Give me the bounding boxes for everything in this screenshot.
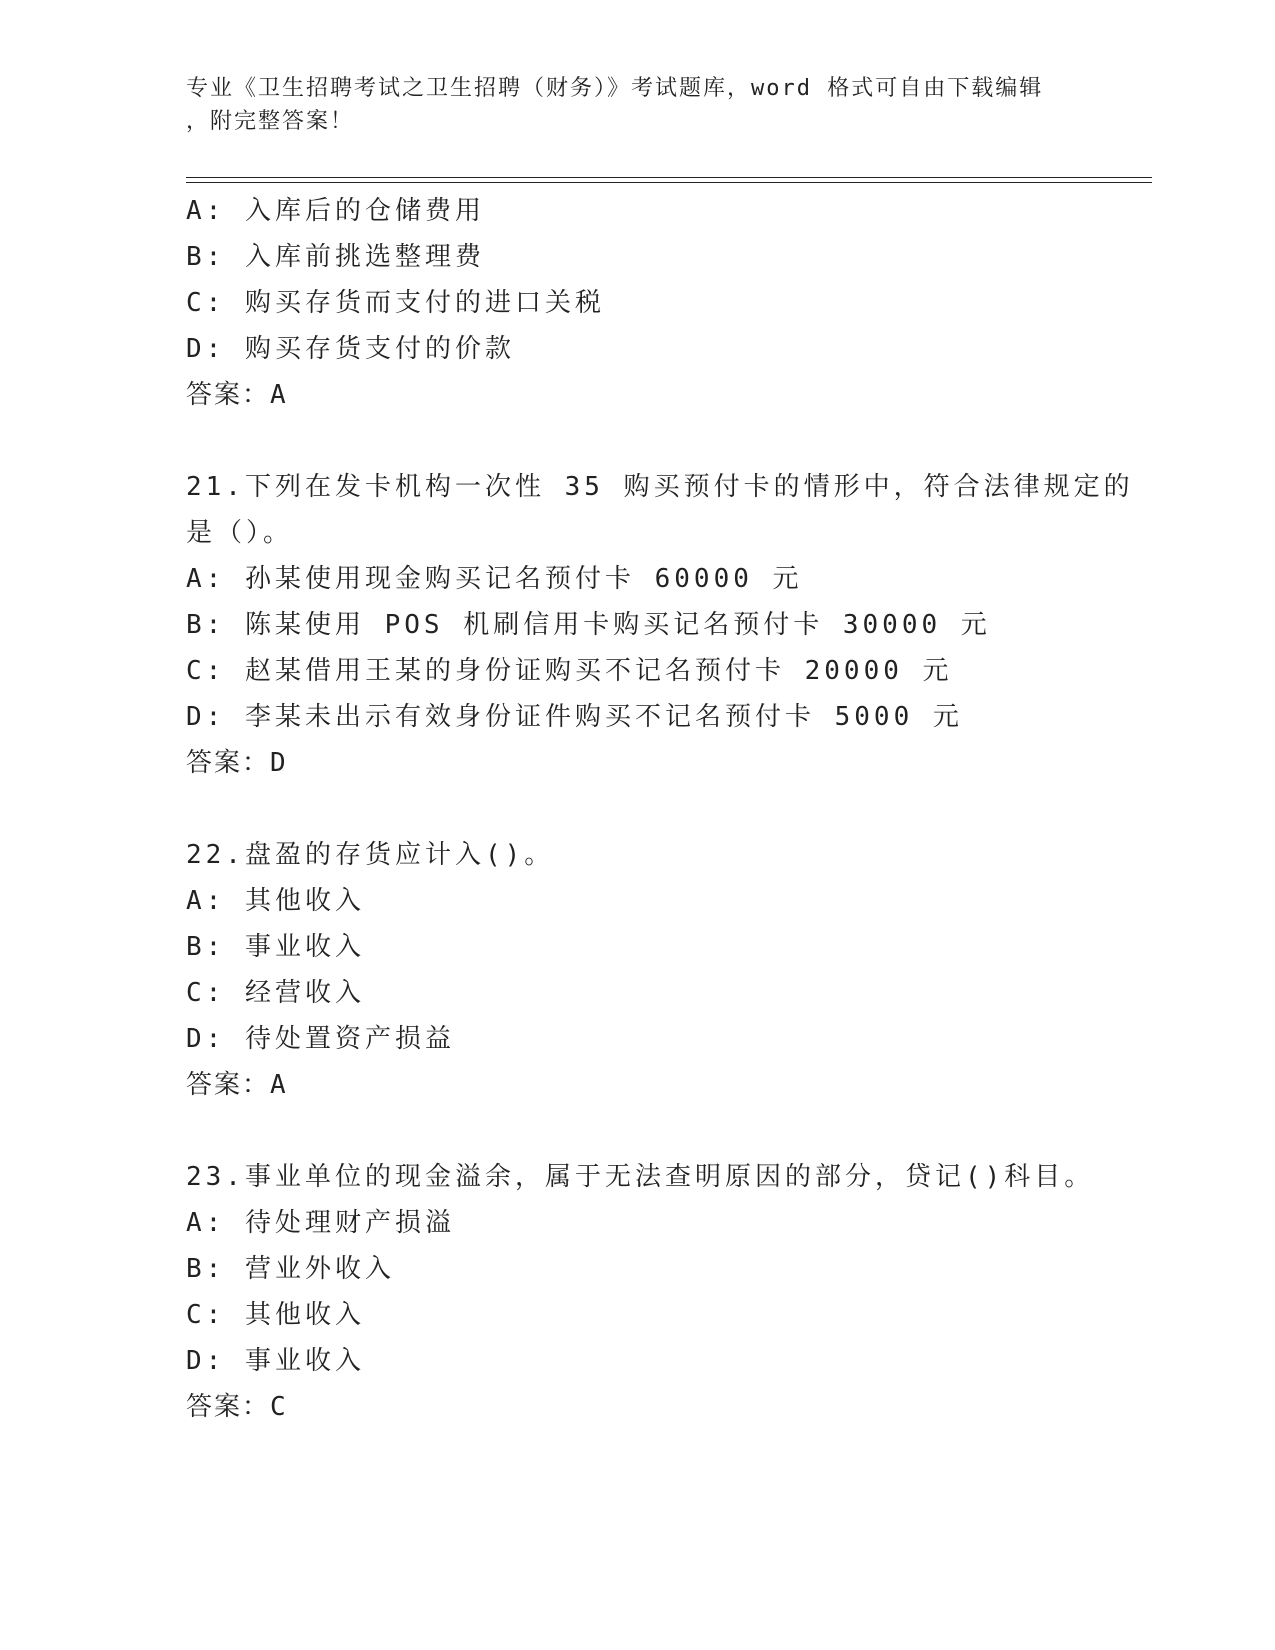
option-a: A: 待处理财产损溢 xyxy=(186,1208,455,1238)
header-rule-top xyxy=(186,177,1152,178)
block-spacer xyxy=(186,418,1152,464)
block-spacer xyxy=(186,786,1152,832)
option-d: D: 待处置资产损益 xyxy=(186,1024,455,1054)
answer-line xyxy=(186,740,1152,786)
answer-value: C xyxy=(270,1392,288,1422)
option-a: A: 其他收入 xyxy=(186,886,365,916)
answer-label: 答案： xyxy=(186,380,271,410)
option-c: C: 赵某借用王某的身份证购买不记名预付卡 20000 元 xyxy=(186,656,953,686)
answer-value: A xyxy=(270,1070,288,1100)
option-d: D: 购买存货支付的价款 xyxy=(186,334,515,364)
question-text: 22.盘盈的存货应计入()。 xyxy=(186,840,555,870)
option-b: B: 陈某使用 POS 机刷信用卡购买记名预付卡 30000 元 xyxy=(186,610,991,640)
answer-line xyxy=(186,1062,1152,1108)
question-text: 21.下列在发卡机构一次性 35 购买预付卡的情形中，符合法律规定的 xyxy=(186,472,1134,502)
question-block xyxy=(186,1154,1152,1430)
question-text-continued: 是（）。 xyxy=(186,518,294,548)
header-line-1: 专业《卫生招聘考试之卫生招聘（财务）》考试题库，word 格式可自由下载编辑 xyxy=(186,76,1044,101)
answer-value: D xyxy=(270,748,288,778)
option-b: B: 入库前挑选整理费 xyxy=(186,242,485,272)
option-b: B: 事业收入 xyxy=(186,932,365,962)
answer-line xyxy=(186,372,1152,418)
option-b: B: 营业外收入 xyxy=(186,1254,395,1284)
option-c: C: 经营收入 xyxy=(186,978,365,1008)
option-a: A: 孙某使用现金购买记名预付卡 60000 元 xyxy=(186,564,803,594)
document-header xyxy=(186,72,1066,138)
question-text: 23.事业单位的现金溢余，属于无法查明原因的部分，贷记()科目。 xyxy=(186,1162,1095,1192)
question-list xyxy=(186,188,1152,1430)
question-block xyxy=(186,832,1152,1108)
header-line-2: ，附完整答案！ xyxy=(186,109,355,134)
question-block xyxy=(186,464,1152,786)
answer-label: 答案： xyxy=(186,1392,271,1422)
option-d: D: 李某未出示有效身份证件购买不记名预付卡 5000 元 xyxy=(186,702,963,732)
answer-line xyxy=(186,1384,1152,1430)
option-c: C: 购买存货而支付的进口关税 xyxy=(186,288,605,318)
option-d: D: 事业收入 xyxy=(186,1346,365,1376)
answer-label: 答案： xyxy=(186,1070,271,1100)
option-c: C: 其他收入 xyxy=(186,1300,365,1330)
answer-value: A xyxy=(270,380,288,410)
block-spacer xyxy=(186,1108,1152,1154)
header-rule-bottom xyxy=(186,182,1152,183)
answer-label: 答案： xyxy=(186,748,271,778)
option-a: A: 入库后的仓储费用 xyxy=(186,196,485,226)
question-block xyxy=(186,188,1152,418)
